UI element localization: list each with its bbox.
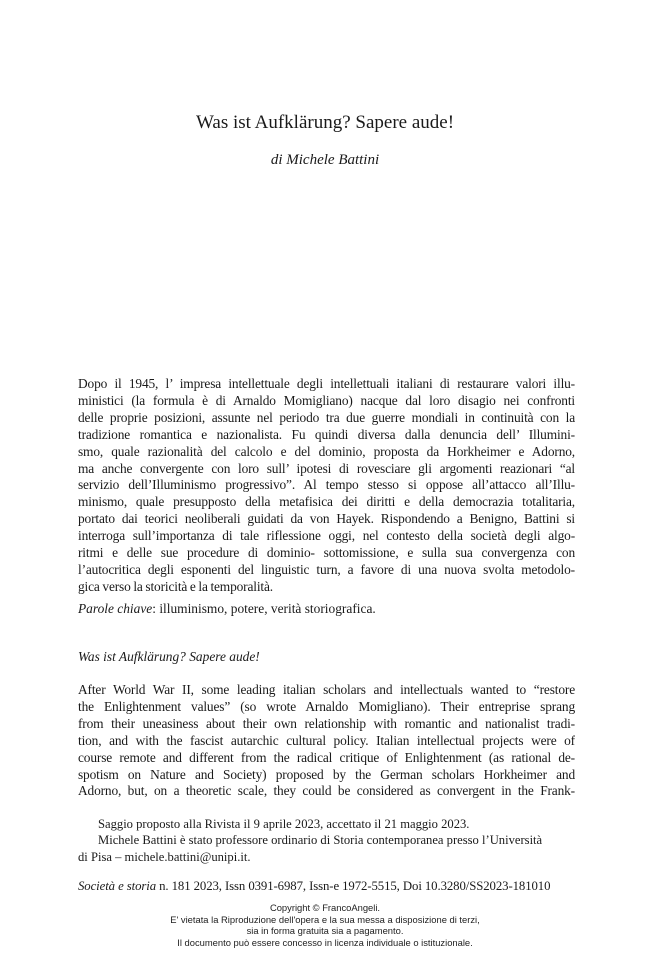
footnote-submission: Saggio proposto alla Rivista il 9 aprile 2023, accettato il 21 maggio 2023. xyxy=(98,817,470,831)
footnote-author-info: Michele Battini è stato professore ordinario di Storia contemporanea presso l’Università xyxy=(98,833,543,848)
footnote-author-email: di Pisa – michele.battini@unipi.it. xyxy=(78,849,251,864)
keywords-text: : illuminismo, potere, verità storiografica. xyxy=(152,601,376,616)
keywords xyxy=(78,600,575,617)
journal-name: Società e storia xyxy=(78,879,157,893)
copyright-notice xyxy=(0,902,650,948)
abstract-line: l’autocritica degli esponenti del linguistic turn, a favore di una nuova svolta metodolo- xyxy=(78,561,575,577)
journal-citation xyxy=(78,878,575,895)
journal-details: n. 181 2023, Issn 0391-6987, Issn-e 1972-5515, Doi 10.3280/SS2023-181010 xyxy=(156,879,551,893)
abstract-line: ritmi e delle sue procedure di dominio- sottomissione, e sulla sua convergenza con xyxy=(78,545,575,561)
abstract xyxy=(78,376,575,596)
abstract-line: minismo, quale presupposto della metafisica dei diritti e della democrazia totalitaria, xyxy=(78,494,575,510)
english-line: spotism on Nature and Society) proposed by the German scholars Horkheimer and xyxy=(78,766,575,782)
article-author: di Michele Battini xyxy=(270,152,380,168)
article-title: Was ist Aufklärung? Sapere aude! xyxy=(195,112,455,133)
english-abstract xyxy=(78,682,575,800)
english-line: course remote and different from the radical critique of Enlightenment (as rational de- xyxy=(78,749,575,765)
footnote xyxy=(78,816,575,865)
keywords-label: Parole chiave xyxy=(78,601,153,616)
abstract-line: smo, quale razionalità del calcolo e del dominio, proposta da Horkheimer e Adorno, xyxy=(78,443,575,459)
abstract-line: gica verso la storicità e la temporalità. xyxy=(78,578,273,594)
abstract-line: ma anche convergente con loro sull’ ipotesi di rovesciare gli argomenti reazionari “al xyxy=(78,460,575,476)
english-line: Adorno, but, on a theoretic scale, they could be considered as convergent in the Frank- xyxy=(78,783,575,799)
abstract-line: delle proprie posizioni, assunte nel periodo tra due guerre mondiali in continuità con la xyxy=(78,409,575,425)
abstract-line: interroga sull’importanza di tale riflessione oggi, nel contesto della società degli algo- xyxy=(78,528,575,544)
copyright-line: Il documento può essere concesso in licenza individuale o istituzionale. xyxy=(177,936,473,948)
abstract-line: Dopo il 1945, l’ impresa intellettuale degli intellettuali italiani di restaurare valori illu- xyxy=(78,376,575,391)
abstract-line: ministici (la formula è di Arnaldo Momigliano) nacque dal loro disagio nei confronti xyxy=(78,392,575,408)
english-line: tion, and with the fascist autarchic cultural policy. Italian intellectual projects were of xyxy=(78,732,575,748)
copyright-line: sia in forma gratuita sia a pagamento. xyxy=(246,925,404,937)
english-line: the Enlightenment values” (so wrote Arnaldo Momigliano). Their entreprise sprang xyxy=(78,698,575,714)
english-line: After World War II, some leading italian scholars and intellectuals wanted to “restore xyxy=(78,682,575,697)
english-line: from their uneasiness about their own relationship with romantic and nationalist tradi- xyxy=(78,715,575,731)
abstract-line: tradizione romantica e nazionalista. Fu quindi diversa dalla denuncia dell’ Illumini- xyxy=(78,426,575,442)
abstract-line: servizio dell’Illuminismo progressivo”. Al tempo stesso si oppose all’attacco all’Illu- xyxy=(78,477,575,493)
copyright-line: Copyright © FrancoAngeli. xyxy=(269,902,381,913)
abstract-line: portato dai teorici neoliberali guidati da von Hayek. Rispondendo a Benigno, Battini si xyxy=(78,511,575,527)
english-section-title: Was ist Aufklärung? Sapere aude! xyxy=(78,649,260,664)
copyright-line: E' vietata la Riproduzione dell'opera e la sua messa a disposizione di terzi, xyxy=(170,913,480,925)
